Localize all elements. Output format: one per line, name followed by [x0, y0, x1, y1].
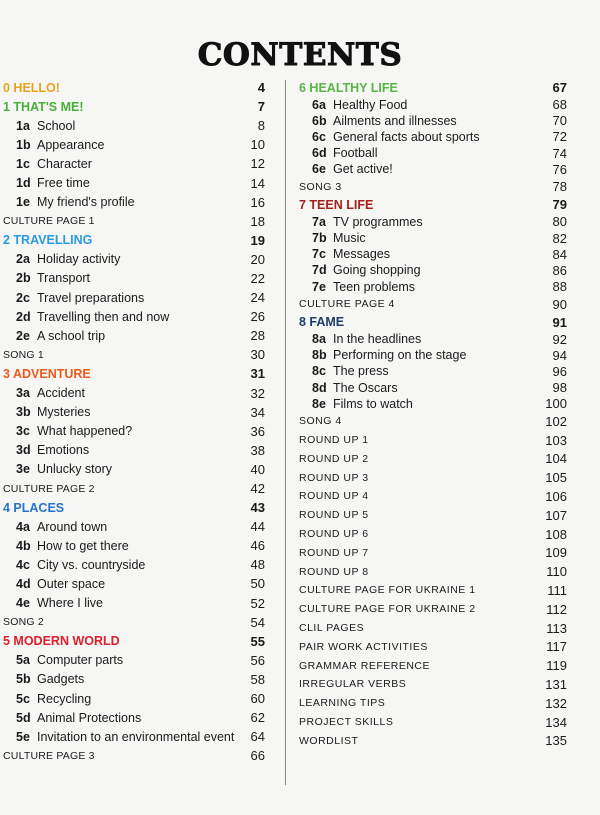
page-number: 16: [250, 194, 265, 210]
unit-entry: [299, 262, 567, 278]
unit-entry: [299, 129, 567, 145]
page-number: 12: [250, 156, 265, 172]
unit-code: 7b: [312, 231, 327, 246]
unit-code: 6e: [312, 162, 326, 177]
unit-code: 4a: [16, 519, 30, 534]
unit-code: 4e: [16, 596, 30, 611]
page-number: 28: [250, 328, 265, 344]
unit-code: 6a: [312, 97, 326, 112]
unit-entry: [299, 145, 567, 161]
section-title: 1 THAT'S ME!: [3, 99, 84, 114]
page-number: 80: [552, 214, 567, 230]
extra-entry: [299, 177, 567, 196]
extra-entry: [299, 412, 567, 431]
unit-entry: [299, 161, 567, 177]
section-title: 3 ADVENTURE: [3, 366, 91, 381]
page-number: 134: [545, 714, 567, 730]
extra-entry: [299, 600, 567, 619]
misc-title: SONG 3: [299, 180, 342, 193]
unit-code: 8e: [312, 396, 326, 411]
unit-title: What happened?: [37, 424, 133, 439]
section-entry: [3, 78, 265, 97]
page-number: 105: [545, 470, 567, 486]
misc-title: ROUND UP 2: [299, 452, 369, 465]
unit-code: 1e: [16, 195, 30, 210]
page-number: 64: [250, 729, 265, 745]
misc-title: ROUND UP 1: [299, 434, 369, 447]
misc-title: CLIL PAGES: [299, 622, 365, 635]
unit-code: 4c: [16, 557, 30, 572]
page-number: 84: [552, 246, 567, 262]
page-number: 102: [545, 413, 567, 429]
page-number: 76: [552, 161, 567, 177]
page-number: 4: [257, 80, 265, 96]
extra-entry: [299, 525, 567, 544]
page-number: 111: [547, 582, 567, 598]
unit-entry: [3, 135, 265, 154]
unit-code: 2c: [16, 290, 30, 305]
unit-title: Travelling then and now: [37, 309, 170, 324]
page-number: 107: [545, 507, 567, 523]
section-title: 5 MODERN WORLD: [3, 634, 120, 649]
page-number: 44: [250, 519, 265, 535]
misc-title: SONG 4: [299, 415, 342, 428]
page-number: 18: [250, 213, 265, 229]
page-number: 113: [546, 620, 567, 636]
unit-title: Appearance: [37, 137, 105, 152]
page-number: 50: [250, 576, 265, 592]
unit-title: Unlucky story: [37, 462, 113, 477]
unit-entry: [3, 307, 265, 326]
unit-entry: [3, 536, 265, 555]
page-number: 31: [250, 366, 265, 382]
extra-entry: [3, 345, 265, 364]
page-number: 88: [552, 279, 567, 295]
unit-code: 3e: [16, 462, 30, 477]
section-title: 7 TEEN LIFE: [299, 197, 374, 212]
misc-title: ROUND UP 8: [299, 565, 369, 578]
page-number: 32: [250, 385, 265, 401]
unit-title: Emotions: [37, 443, 90, 458]
page-number: 74: [552, 145, 567, 161]
page-number: 98: [552, 380, 567, 396]
unit-code: 8d: [312, 380, 327, 395]
unit-code: 7c: [312, 247, 326, 262]
page-number: 78: [552, 179, 567, 195]
unit-entry: [299, 113, 567, 129]
unit-entry: [299, 347, 567, 363]
misc-title: PAIR WORK ACTIVITIES: [299, 640, 428, 653]
unit-title: Where I live: [37, 596, 103, 611]
section-entry: [299, 79, 567, 97]
unit-entry: [3, 288, 265, 307]
extra-entry: [299, 543, 567, 562]
page-number: 132: [545, 695, 567, 711]
unit-code: 1a: [16, 118, 30, 133]
unit-entry: [299, 331, 567, 347]
unit-title: Transport: [37, 271, 91, 286]
unit-entry: [3, 594, 265, 613]
misc-title: CULTURE PAGE FOR UKRAINE 2: [299, 603, 476, 616]
unit-code: 2b: [16, 271, 31, 286]
unit-title: Around town: [37, 519, 108, 534]
unit-title: Travel preparations: [37, 290, 145, 305]
unit-code: 7d: [312, 263, 327, 278]
page-number: 72: [552, 129, 567, 145]
misc-title: CULTURE PAGE 1: [3, 215, 95, 228]
page-number: 68: [552, 97, 567, 113]
section-title: 0 HELLO!: [3, 80, 60, 95]
unit-entry: [3, 384, 265, 403]
misc-title: WORDLIST: [299, 734, 359, 747]
misc-title: ROUND UP 6: [299, 528, 369, 541]
unit-title: Computer parts: [37, 653, 124, 668]
page-number: 43: [250, 500, 265, 516]
unit-title: Films to watch: [333, 396, 413, 411]
unit-title: Ailments and illnesses: [333, 113, 457, 128]
page-number: 110: [546, 564, 567, 580]
page-number: 40: [250, 461, 265, 477]
unit-title: In the headlines: [333, 332, 422, 347]
extra-entry: [299, 450, 567, 469]
page-number: 52: [250, 595, 265, 611]
page-number: 48: [250, 557, 265, 573]
page-title: CONTENTS: [197, 36, 403, 73]
unit-code: 6d: [312, 146, 327, 161]
page-number: 79: [552, 197, 567, 213]
page-number: 94: [552, 347, 567, 363]
unit-title: Performing on the stage: [333, 348, 467, 363]
page-number: 42: [250, 481, 265, 497]
section-entry: [3, 632, 265, 651]
unit-entry: [3, 173, 265, 192]
unit-entry: [3, 689, 265, 708]
page-number: 30: [250, 347, 265, 363]
unit-code: 4d: [16, 576, 31, 591]
page-number: 55: [250, 633, 265, 649]
unit-code: 1b: [16, 137, 31, 152]
misc-title: SONG 1: [3, 348, 44, 361]
extra-entry: [299, 468, 567, 487]
unit-entry: [3, 460, 265, 479]
unit-entry: [3, 422, 265, 441]
page-number: 36: [250, 423, 265, 439]
extra-entry: [3, 212, 265, 231]
column-divider: [285, 80, 286, 785]
page-number: 46: [250, 538, 265, 554]
unit-title: General facts about sports: [333, 129, 480, 144]
unit-code: 7e: [312, 279, 326, 294]
page-number: 96: [552, 363, 567, 379]
unit-title: Gadgets: [37, 672, 85, 687]
extra-entry: [299, 619, 567, 638]
page-number: 92: [552, 331, 567, 347]
unit-entry: [3, 727, 265, 746]
unit-title: A school trip: [37, 328, 106, 343]
extra-entry: [299, 675, 567, 694]
unit-code: 3d: [16, 443, 31, 458]
extra-entry: [299, 581, 567, 600]
unit-title: TV programmes: [333, 214, 423, 229]
unit-entry: [299, 380, 567, 396]
unit-code: 6b: [312, 113, 327, 128]
page-number: 7: [257, 99, 265, 115]
unit-code: 5a: [16, 653, 30, 668]
unit-entry: [3, 116, 265, 135]
unit-title: The Oscars: [333, 380, 398, 395]
unit-code: 8b: [312, 348, 327, 363]
unit-title: Accident: [37, 386, 85, 401]
unit-entry: [299, 363, 567, 379]
section-title: 8 FAME: [299, 315, 345, 330]
extra-entry: [299, 656, 567, 675]
misc-title: SONG 2: [3, 616, 44, 629]
misc-title: ROUND UP 4: [299, 490, 369, 503]
unit-entry: [299, 246, 567, 262]
section-entry: [3, 97, 265, 116]
page-number: 26: [250, 309, 265, 325]
unit-entry: [3, 403, 265, 422]
unit-title: Music: [333, 231, 366, 246]
page-number: 104: [545, 451, 567, 467]
extra-entry: [299, 637, 567, 656]
misc-title: CULTURE PAGE 3: [3, 749, 95, 762]
misc-title: ROUND UP 5: [299, 509, 369, 522]
page-number: 103: [545, 432, 567, 448]
page-number: 56: [250, 652, 265, 668]
unit-entry: [3, 193, 265, 212]
page-number: 20: [250, 251, 265, 267]
unit-title: Football: [333, 146, 378, 161]
unit-entry: [3, 708, 265, 727]
section-title: 4 PLACES: [3, 500, 65, 515]
page-number: 66: [250, 748, 265, 764]
unit-title: Teen problems: [333, 279, 415, 294]
unit-entry: [3, 154, 265, 173]
misc-title: IRREGULAR VERBS: [299, 678, 407, 691]
unit-code: 2d: [16, 309, 31, 324]
unit-code: 3c: [16, 424, 30, 439]
unit-entry: [3, 326, 265, 345]
section-entry: [3, 498, 265, 517]
unit-entry: [299, 396, 567, 412]
unit-title: Animal Protections: [37, 710, 142, 725]
page-number: 54: [250, 614, 265, 630]
page-number: 67: [552, 80, 567, 96]
page-number: 108: [545, 526, 567, 542]
page-number: 60: [250, 691, 265, 707]
unit-code: 8a: [312, 332, 326, 347]
unit-title: Get active!: [333, 162, 393, 177]
unit-code: 5e: [16, 729, 30, 744]
unit-entry: [299, 97, 567, 113]
page-number: 91: [552, 314, 567, 330]
unit-code: 5b: [16, 672, 31, 687]
unit-title: Messages: [333, 247, 390, 262]
unit-entry: [3, 517, 265, 536]
page-number: 22: [250, 270, 265, 286]
page-number: 86: [552, 262, 567, 278]
section-entry: [3, 231, 265, 250]
unit-entry: [3, 250, 265, 269]
page-number: 82: [552, 230, 567, 246]
extra-entry: [299, 295, 567, 314]
extra-entry: [299, 487, 567, 506]
unit-entry: [3, 555, 265, 574]
unit-title: Recycling: [37, 691, 92, 706]
unit-title: Mysteries: [37, 405, 91, 420]
unit-code: 3a: [16, 386, 30, 401]
unit-code: 7a: [312, 214, 326, 229]
section-title: 6 HEALTHY LIFE: [299, 80, 398, 95]
unit-code: 3b: [16, 405, 31, 420]
misc-title: ROUND UP 3: [299, 471, 369, 484]
page-number: 34: [250, 404, 265, 420]
unit-title: Healthy Food: [333, 97, 408, 112]
page-number: 112: [546, 601, 567, 617]
extra-entry: [299, 506, 567, 525]
extra-entry: [299, 562, 567, 581]
page-number: 19: [250, 232, 265, 248]
unit-title: Outer space: [37, 576, 106, 591]
extra-entry: [299, 731, 567, 750]
unit-title: Holiday activity: [37, 252, 121, 267]
unit-title: My friend's profile: [37, 195, 135, 210]
page-number: 8: [257, 118, 265, 134]
page-number: 14: [250, 175, 265, 191]
unit-code: 5d: [16, 710, 31, 725]
page-number: 10: [250, 137, 265, 153]
page-number: 90: [552, 296, 567, 312]
unit-entry: [3, 441, 265, 460]
section-entry: [299, 313, 567, 331]
section-title: 2 TRAVELLING: [3, 233, 93, 248]
unit-code: 2e: [16, 328, 30, 343]
misc-title: CULTURE PAGE 2: [3, 482, 95, 495]
page-number: 62: [250, 710, 265, 726]
unit-code: 6c: [312, 129, 326, 144]
misc-title: CULTURE PAGE FOR UKRAINE 1: [299, 584, 476, 597]
page-number: 131: [545, 676, 567, 692]
page-number: 24: [250, 290, 265, 306]
unit-title: How to get there: [37, 538, 129, 553]
unit-entry: [3, 269, 265, 288]
unit-entry: [299, 278, 567, 294]
unit-code: 1d: [16, 176, 31, 191]
page-number: 106: [545, 488, 567, 504]
contents-right-column: [299, 79, 567, 750]
unit-code: 5c: [16, 691, 30, 706]
page-number: 58: [250, 671, 265, 687]
extra-entry: [299, 713, 567, 732]
unit-code: 4b: [16, 538, 31, 553]
contents-left-column: [3, 78, 265, 765]
page-number: 117: [546, 639, 567, 655]
unit-entry: [3, 574, 265, 593]
unit-code: 8c: [312, 364, 326, 379]
extra-entry: [3, 613, 265, 632]
unit-entry: [3, 651, 265, 670]
unit-title: Character: [37, 156, 92, 171]
extra-entry: [299, 431, 567, 450]
unit-title: Invitation to an environmental event: [37, 729, 235, 744]
page-number: 119: [546, 658, 567, 674]
page-number: 100: [545, 396, 567, 412]
unit-entry: [299, 230, 567, 246]
misc-title: ROUND UP 7: [299, 546, 369, 559]
unit-code: 1c: [16, 156, 30, 171]
unit-code: 2a: [16, 252, 30, 267]
extra-entry: [3, 479, 265, 498]
misc-title: PROJECT SKILLS: [299, 716, 394, 729]
unit-title: The press: [333, 364, 389, 379]
extra-entry: [3, 746, 265, 765]
misc-title: LEARNING TIPS: [299, 697, 386, 710]
misc-title: GRAMMAR REFERENCE: [299, 659, 431, 672]
page-number: 109: [545, 545, 567, 561]
misc-title: CULTURE PAGE 4: [299, 298, 395, 311]
unit-entry: [299, 214, 567, 230]
unit-title: Free time: [37, 176, 90, 191]
section-entry: [299, 196, 567, 214]
unit-title: School: [37, 118, 76, 133]
extra-entry: [299, 694, 567, 713]
section-entry: [3, 364, 265, 383]
unit-title: City vs. countryside: [37, 557, 146, 572]
unit-entry: [3, 670, 265, 689]
page-number: 135: [545, 733, 567, 749]
page-number: 38: [250, 442, 265, 458]
unit-title: Going shopping: [333, 263, 421, 278]
page-number: 70: [552, 113, 567, 129]
